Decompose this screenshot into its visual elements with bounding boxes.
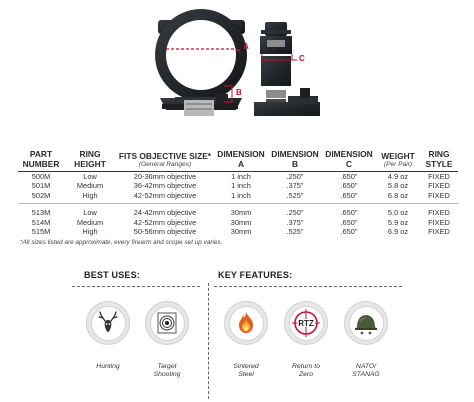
cell-part-number: 501M bbox=[31, 181, 51, 191]
cell-part-number: 502M bbox=[31, 190, 51, 200]
cell-ring-style: FIXED bbox=[428, 181, 450, 191]
ring-front-view bbox=[155, 9, 247, 116]
cell-dimension-c: .650" bbox=[340, 208, 358, 218]
cell-dimension-c: .650" bbox=[340, 190, 358, 200]
feature-label: NATO/ STANAG bbox=[352, 363, 380, 379]
cell-ring-style: FIXED bbox=[428, 208, 450, 218]
cell-objective-size: 24-42mm objective bbox=[133, 208, 197, 218]
key-features-title: KEY FEATURES: bbox=[218, 270, 293, 280]
header-part-number bbox=[18, 150, 64, 172]
specifications-table bbox=[18, 150, 458, 236]
dimension-c-label: C bbox=[299, 54, 305, 63]
header-ring-height bbox=[64, 150, 116, 172]
cell-dimension-c: .650" bbox=[340, 217, 358, 227]
cell-objective-size: 20-36mm objective bbox=[133, 172, 197, 181]
header-objective-size bbox=[116, 150, 214, 172]
table-row bbox=[18, 218, 458, 227]
header-title: RING HEIGHT bbox=[74, 149, 106, 169]
cell-objective-size: 36-42mm objective bbox=[133, 181, 197, 191]
badge-center bbox=[91, 306, 126, 341]
feature-label: Hunting bbox=[96, 363, 120, 370]
helmet-icon bbox=[352, 309, 380, 337]
cell-ring-height: High bbox=[82, 190, 98, 200]
flame-icon bbox=[233, 310, 259, 336]
table-row bbox=[18, 191, 458, 204]
header-ring-style bbox=[420, 150, 458, 172]
ring-side-view bbox=[254, 22, 320, 116]
badge-ring bbox=[344, 301, 388, 345]
badge-center bbox=[349, 306, 384, 341]
header-dimension-a bbox=[214, 150, 268, 172]
cell-objective-size: 42-52mm objective bbox=[133, 217, 197, 227]
feature-label: Target Shooting bbox=[153, 363, 181, 379]
header-title: DIMENSION B bbox=[271, 149, 319, 169]
header-title: DIMENSION A bbox=[217, 149, 265, 169]
key-features-rule bbox=[214, 286, 402, 287]
dimension-a-label: A bbox=[243, 42, 249, 51]
feature-label: Sintered Steel bbox=[233, 363, 259, 379]
table-row bbox=[18, 181, 458, 190]
cell-dimension-b: .525" bbox=[286, 227, 304, 237]
cell-ring-height: Low bbox=[83, 208, 97, 218]
table-header-row bbox=[18, 150, 458, 172]
header-title: RING STYLE bbox=[425, 149, 453, 169]
cell-ring-style: FIXED bbox=[428, 172, 450, 181]
cell-ring-style: FIXED bbox=[428, 190, 450, 200]
rtz-badge-text: RTZ bbox=[298, 319, 314, 328]
cell-ring-style: FIXED bbox=[428, 227, 450, 237]
header-dimension-c bbox=[322, 150, 376, 172]
table-row bbox=[18, 227, 458, 236]
features-panel bbox=[72, 270, 402, 402]
header-subtitle: (General Ranges) bbox=[138, 161, 192, 168]
key-feature-nato-stanag bbox=[337, 301, 395, 379]
cell-dimension-a: 1 inch bbox=[231, 172, 251, 181]
header-title: WEIGHT bbox=[381, 150, 415, 161]
cell-dimension-b: .375" bbox=[286, 181, 304, 191]
best-uses-title: BEST USES: bbox=[84, 270, 141, 280]
cell-dimension-a: 30mm bbox=[230, 208, 252, 218]
rtz-crosshair-icon bbox=[291, 308, 321, 338]
cell-part-number: 513M bbox=[31, 208, 51, 218]
cell-dimension-a: 1 inch bbox=[231, 181, 251, 191]
section-divider bbox=[208, 283, 209, 399]
header-dimension-b bbox=[268, 150, 322, 172]
badge-center bbox=[150, 306, 185, 341]
badge-ring bbox=[86, 301, 130, 345]
cell-dimension-b: .525" bbox=[286, 190, 304, 200]
cell-objective-size: 50-56mm objective bbox=[133, 227, 197, 237]
cell-weight: 4.9 oz bbox=[387, 172, 409, 181]
feature-label: Return to Zero bbox=[292, 363, 320, 379]
cell-ring-height: Low bbox=[83, 172, 97, 181]
badge-center bbox=[289, 306, 324, 341]
cell-weight: 5.9 oz bbox=[387, 217, 409, 227]
best-uses-rule bbox=[72, 286, 200, 287]
cell-ring-style: FIXED bbox=[428, 217, 450, 227]
dimension-b-label: B bbox=[236, 88, 242, 97]
cell-dimension-b: .250" bbox=[286, 172, 304, 181]
best-use-target-shooting bbox=[138, 301, 196, 379]
cell-dimension-c: .650" bbox=[340, 172, 358, 181]
cell-weight: 5.8 oz bbox=[387, 181, 409, 191]
table-body bbox=[18, 172, 458, 237]
scope-ring-diagram bbox=[0, 0, 474, 140]
cell-dimension-a: 30mm bbox=[230, 227, 252, 237]
cell-weight: 6.9 oz bbox=[387, 227, 409, 237]
cell-dimension-a: 30mm bbox=[230, 217, 252, 227]
cell-ring-height: High bbox=[82, 227, 98, 237]
header-title: DIMENSION C bbox=[325, 149, 373, 169]
header-title: PART NUMBER bbox=[22, 149, 60, 169]
cell-part-number: 500M bbox=[31, 172, 51, 181]
scope-ring-drawing bbox=[0, 0, 474, 140]
cell-dimension-c: .650" bbox=[340, 227, 358, 237]
table-row bbox=[18, 172, 458, 182]
cell-weight: 6.8 oz bbox=[387, 190, 409, 200]
header-subtitle: (Per Pair) bbox=[383, 161, 413, 168]
key-feature-return-to-zero bbox=[277, 301, 335, 379]
cell-part-number: 514M bbox=[31, 217, 51, 227]
badge-center bbox=[229, 306, 264, 341]
table-row bbox=[18, 204, 458, 218]
cell-dimension-b: .250" bbox=[286, 208, 304, 218]
target-icon bbox=[154, 310, 180, 336]
footnote: *All sizes listed are approximate, every firearm and scope set up varies. bbox=[20, 239, 223, 246]
cell-dimension-a: 1 inch bbox=[231, 190, 251, 200]
cell-dimension-b: .375" bbox=[286, 217, 304, 227]
cell-part-number: 515M bbox=[31, 227, 51, 237]
cell-objective-size: 42-52mm objective bbox=[133, 190, 197, 200]
deer-skull-icon bbox=[95, 310, 121, 336]
best-use-hunting bbox=[79, 301, 137, 371]
cell-dimension-c: .650" bbox=[340, 181, 358, 191]
cell-ring-height: Medium bbox=[76, 217, 104, 227]
cell-weight: 5.0 oz bbox=[387, 208, 409, 218]
badge-ring bbox=[284, 301, 328, 345]
badge-ring bbox=[224, 301, 268, 345]
header-weight bbox=[376, 150, 420, 172]
badge-ring bbox=[145, 301, 189, 345]
cell-ring-height: Medium bbox=[76, 181, 104, 191]
header-title: FITS OBJECTIVE SIZE* bbox=[118, 150, 212, 161]
key-feature-sintered-steel bbox=[217, 301, 275, 379]
